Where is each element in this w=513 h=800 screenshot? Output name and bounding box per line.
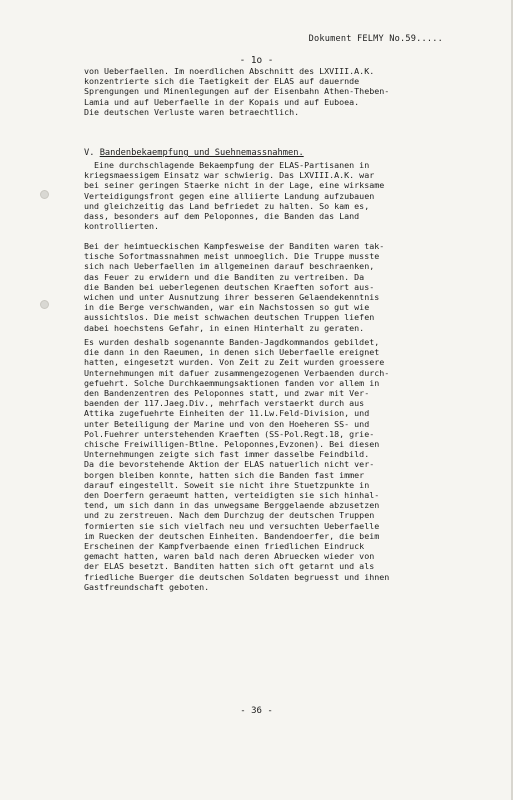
document-label: Dokument FELMY No. xyxy=(308,34,406,44)
paragraph-4: Es wurden deshalb sogenannte Banden-Jagdkommandos gebildet, die dann in den Raeumen, in denen sich Ueberfaelle ereignet hatten, eingesetzt wurden. Von Zeit zu Zeit wurden groessere Unternehmungen mit dafuer zusammengezogenen Verbaenden durch- gefuehrt. Solche Durchkaemmungsaktionen fanden vor allem in den Bandenzentren des Peloponnes statt, und zwar mit Ver- baenden der 117.Jaeg.Div., mehrfach verstaerkt durch aus Attika zugefuehrte Einheiten der 11.Lw.Feld-Division, und unter Beteiligung der Marine und von den Hoeheren SS- und Pol.Fuehrer unterstehenden Kraeften (SS-Pol.Regt.18, grie- chische Freiwilligen-Btlne. Peloponnes,Evzonen). Bei diesen Unternehmungen zeigte sich fast immer dasselbe Feindbild. Da die bevorstehende Aktion der ELAS natuerlich nicht ver- borgen bleiben konnte, hatten sich die Banden fast immer darauf eingestellt. Soweit sie nicht ihre Stuetzpunkte in den Doerfern geraeumt hatten, verteidigten sie sich hinhal- tend, um sich dann in das unwegsame Berggelaende abzusetzen und zu zerstreuen. Nach dem Durchzug der deutschen Truppen formierten sie sich vielfach neu und versuchten Ueberfaelle im Ruecken der deutschen Einheiten. Bandendoerfer, die beim Erscheinen der Kampfverbaende einen friedlichen Eindruck gemacht hatten, waren bald nach deren Abruecken wieder von der ELAS besetzt. Banditen hatten sich oft getarnt und als friedliche Buerger die deutschen Soldaten begruesst und ihnen Gastfreundschaft geboten. xyxy=(84,337,390,592)
paragraph-1: von Ueberfaellen. Im noerdlichen Abschnitt des LXVIII.A.K. konzentrierte sich die Taetigkeit der ELAS auf dauernde Sprengungen und Minenlegungen auf der Eisenbahn Athen-Theben- Lamia und auf Ueberfaelle in der Kopais und auf Euboea. Die deutschen Verluste waren betraechtlich. xyxy=(84,66,390,117)
page-number-bottom: - 36 - xyxy=(240,706,273,716)
paragraph-2: Eine durchschlagende Bekaempfung der ELAS-Partisanen in kriegsmaessigem Einsatz war schwierig. Das LXVIII.A.K. war bei seiner geringen Staerke nicht in der Lage, eine wirksame Verteidigungsfront gegen eine alliierte Landung aufzubauen und gleichzeitig das Land befriedet zu halten. So kam es, dass, besonders auf dem Peloponnes, die Banden das Land kontrollierten. xyxy=(84,160,385,232)
document-header xyxy=(309,34,443,44)
section-number: V. xyxy=(84,148,95,158)
punch-hole-top xyxy=(40,190,49,199)
document-dots: ..... xyxy=(416,34,443,44)
page-number-top: - 1o - xyxy=(239,55,274,66)
paragraph-3: Bei der heimtueckischen Kampfesweise der Banditen waren tak- tische Sofortmassnahmen meist unmoeglich. Die Truppe musste sich nach Ueberfaellen im allgemeinen darauf beschraenken, das Feuer zu erwidern und die Banditen zu vertreiben. Da die Banden bei ueberlegenen deutschen Kraeften sofort aus- wichen und unter Ausnutzung ihrer besseren Gelaendekenntnis in die Berge verschwanden, war ein Nachstossen so gut wie aussichtslos. Die meist schwachen deutschen Truppen liefen dabei hoechstens Gefahr, in einen Hinterhalt zu geraten. xyxy=(84,241,385,333)
document-number: 59 xyxy=(405,34,417,44)
section-heading xyxy=(84,148,304,158)
section-title: Bandenbekaempfung und Suehnemassnahmen. xyxy=(99,148,304,158)
punch-hole-bottom xyxy=(40,300,49,309)
